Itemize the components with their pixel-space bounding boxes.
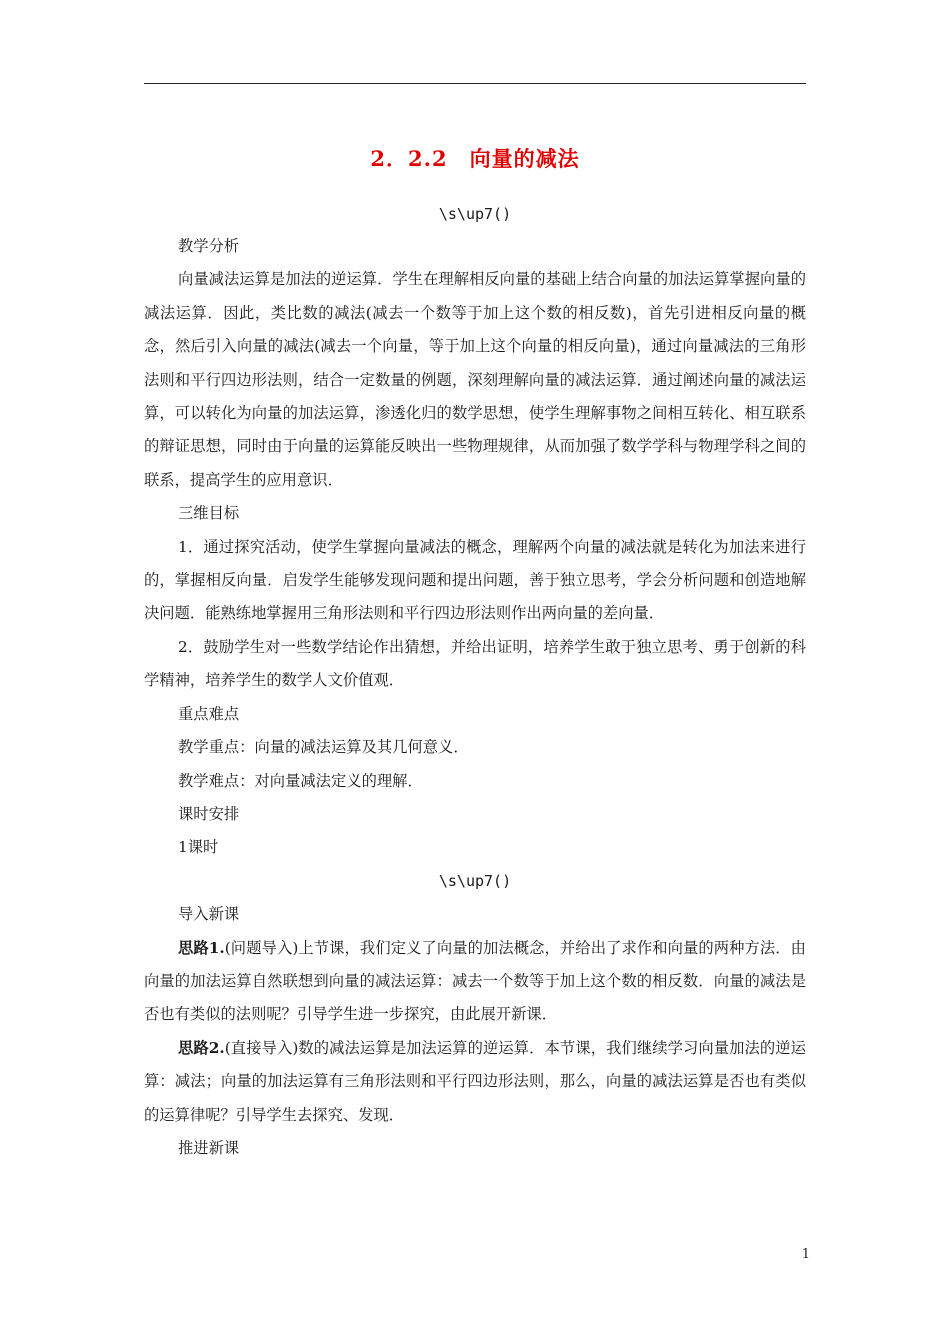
section-marker: \s\up7()	[438, 205, 512, 223]
idea-2-label: 思路2.	[178, 1038, 225, 1057]
page-title: 2．2.2 向量的减法	[370, 146, 580, 171]
intro-heading: 导入新课	[178, 905, 240, 924]
schedule-value: 1课时	[178, 838, 219, 857]
header-rule	[144, 83, 806, 84]
key-point: 教学重点：向量的减法运算及其几何意义．	[178, 738, 469, 757]
analysis-heading: 教学分析	[178, 237, 240, 255]
idea-2-paragraph	[144, 1032, 806, 1132]
section-marker: \s\up7()	[438, 871, 512, 890]
advance-heading: 推进新课	[178, 1138, 240, 1157]
idea-2-text: (直接导入)数的减法运算是加法运算的逆运算．本节课，我们继续学习向量加法的逆运算：减法；向量的加法运算有三角形法则和平行四边形法则，那么，向量的减法运算是否也有类似的运算律呢？引导学生去探究、发现．	[144, 1038, 806, 1124]
key-difficulty-heading: 重点难点	[178, 704, 240, 723]
goal-item-1: 1．通过探究活动，使学生掌握向量减法的概念，理解两个向量的减法就是转化为加法来进行的，掌握相反向量．启发学生能够发现问题和提出问题，善于独立思考，学会分析问题和创造地解决问题．能熟练地掌握用三角形法则和平行四边形法则作出两向量的差向量．	[144, 537, 806, 623]
idea-1-paragraph	[144, 932, 806, 1032]
idea-1-label: 思路1.	[178, 938, 225, 957]
schedule-heading: 课时安排	[178, 804, 240, 823]
page-number: 1	[801, 1247, 810, 1262]
difficult-point: 教学难点：对向量减法定义的理解．	[178, 771, 423, 790]
idea-1-text: (问题导入)上节课，我们定义了向量的加法概念，并给出了求作和向量的两种方法．由向量的加法运算自然联想到向量的减法运算：减去一个数等于加上这个数的相反数．向量的减法是否也有类似的法则呢？引导学生进一步探究，由此展开新课．	[144, 938, 806, 1024]
goal-item-2: 2．鼓励学生对一些数学结论作出猜想，并给出证明，培养学生敢于独立思考、勇于创新的科学精神，培养学生的数学人文价值观．	[144, 637, 806, 690]
analysis-paragraph: 向量减法运算是加法的逆运算．学生在理解相反向量的基础上结合向量的加法运算掌握向量的减法运算．因此，类比数的减法(减去一个数等于加上这个数的相反数)，首先引进相反向量的概念，然后引入向量的减法(减去一个向量，等于加上这个向量的相反向量)，通过向量减法的三角形法则和平行四边形法则，结合一定数量的例题，深刻理解向量的减法运算．通过阐述向量的减法运算，可以转化为向量的加法运算，渗透化归的数学思想，使学生理解事物之间相互转化、相互联系的辩证思想，同时由于向量的运算能反映出一些物理规律，从而加强了数学学科与物理学科之间的联系，提高学生的应用意识．	[144, 270, 806, 489]
document-body	[144, 230, 806, 1165]
goals-heading: 三维目标	[178, 504, 240, 523]
